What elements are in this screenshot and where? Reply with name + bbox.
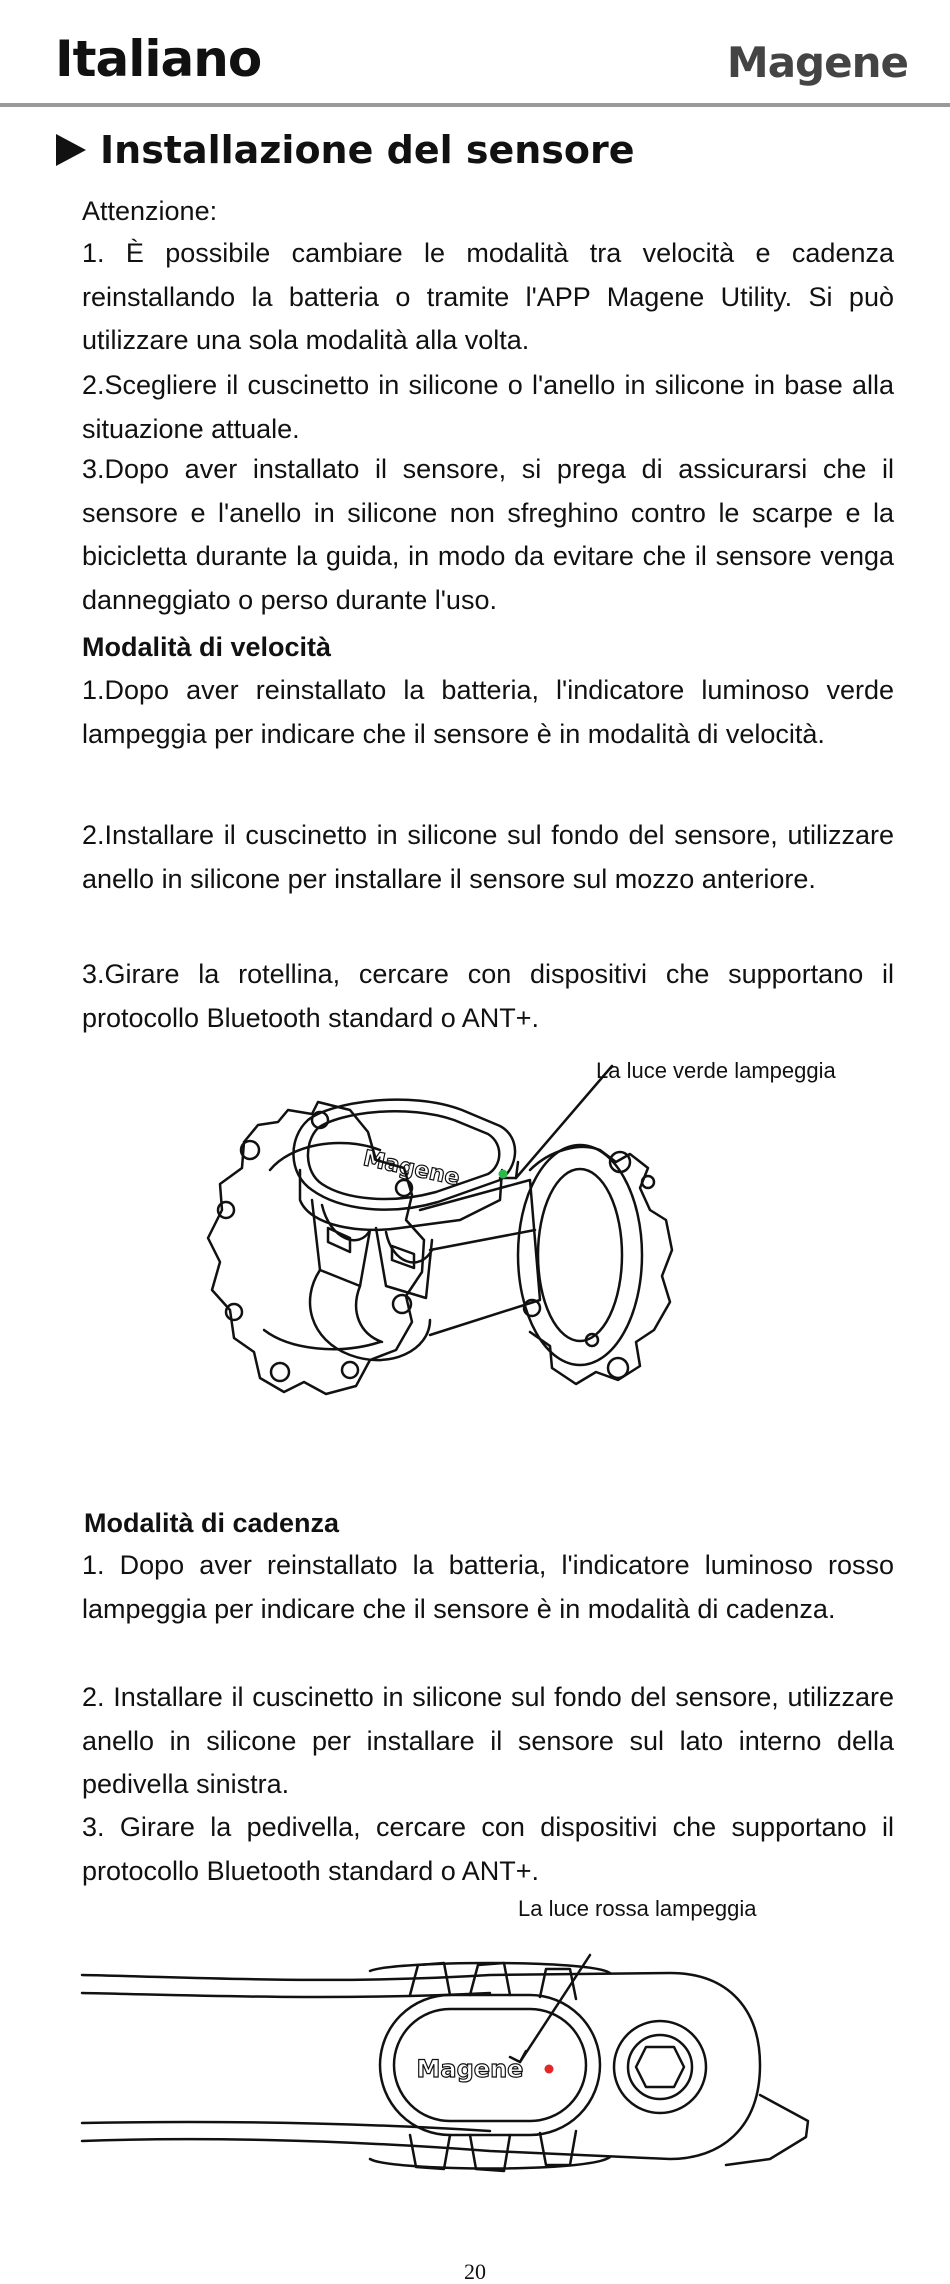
- section-title: [56, 128, 635, 172]
- speed-item-3: 3.Girare la rotellina, cercare con dispositivi che supportano il protocollo Bluetooth standard o ANT+.: [82, 959, 894, 1033]
- speed-mode-title: Modalità di velocità: [82, 632, 332, 662]
- play-triangle-icon: [56, 134, 86, 166]
- attention-item-3: 3.Dopo aver installato il sensore, si prega di assicurarsi che il sensore e l'anello in silicone non sfreghino contro le scarpe e la bicicletta durante la guida, in modo da evitare che il sensore venga danneggiato o perso durante l'uso.: [82, 454, 894, 615]
- attention-item-1: 1. È possibile cambiare le modalità tra velocità e cadenza reinstallando la batteria o tramite l'APP Magene Utility. Si può utilizzare una sola modalità alla volta.: [82, 238, 894, 355]
- cadence-device-logo: Magene: [416, 2055, 524, 2083]
- attention-label: Attenzione:: [82, 196, 218, 226]
- section-title-text: Installazione del sensore: [100, 128, 635, 172]
- speed-device-logo: Magene: [360, 1146, 462, 1192]
- brand-logo: Magene: [726, 38, 908, 87]
- attention-item-2: 2.Scegliere il cuscinetto in silicone o l'anello in silicone in base alla situazione attuale.: [82, 370, 894, 444]
- header-divider: [0, 103, 950, 107]
- green-led-icon: [499, 1170, 508, 1179]
- cadence-mode-title: Modalità di cadenza: [84, 1508, 340, 1538]
- speed-led-callout: La luce verde lampeggia: [596, 1058, 836, 1083]
- speed-sensor-illustration: [200, 1050, 740, 1450]
- speed-item-1: 1.Dopo aver reinstallato la batteria, l'indicatore luminoso verde lampeggia per indicare che il sensore è in modalità di velocità.: [82, 675, 894, 749]
- page-language-title: Italiano: [55, 30, 262, 88]
- cadence-sensor-illustration: [70, 1915, 830, 2205]
- cadence-item-3: 3. Girare la pedivella, cercare con dispositivi che supportano il protocollo Bluetooth standard o ANT+.: [82, 1812, 894, 1886]
- cadence-item-1: 1. Dopo aver reinstallato la batteria, l'indicatore luminoso rosso lampeggia per indicare che il sensore è in modalità di cadenza.: [82, 1550, 894, 1624]
- cadence-led-callout: La luce rossa lampeggia: [518, 1896, 757, 1921]
- cadence-item-2: 2. Installare il cuscinetto in silicone sul fondo del sensore, utilizzare anello in silicone per installare il sensore sul lato interno della pedivella sinistra.: [82, 1682, 894, 1799]
- red-led-icon: [545, 2065, 554, 2074]
- page-number: 20: [464, 2259, 486, 2284]
- speed-item-2: 2.Installare il cuscinetto in silicone sul fondo del sensore, utilizzare anello in silicone per installare il sensore sul mozzo anteriore.: [82, 820, 894, 894]
